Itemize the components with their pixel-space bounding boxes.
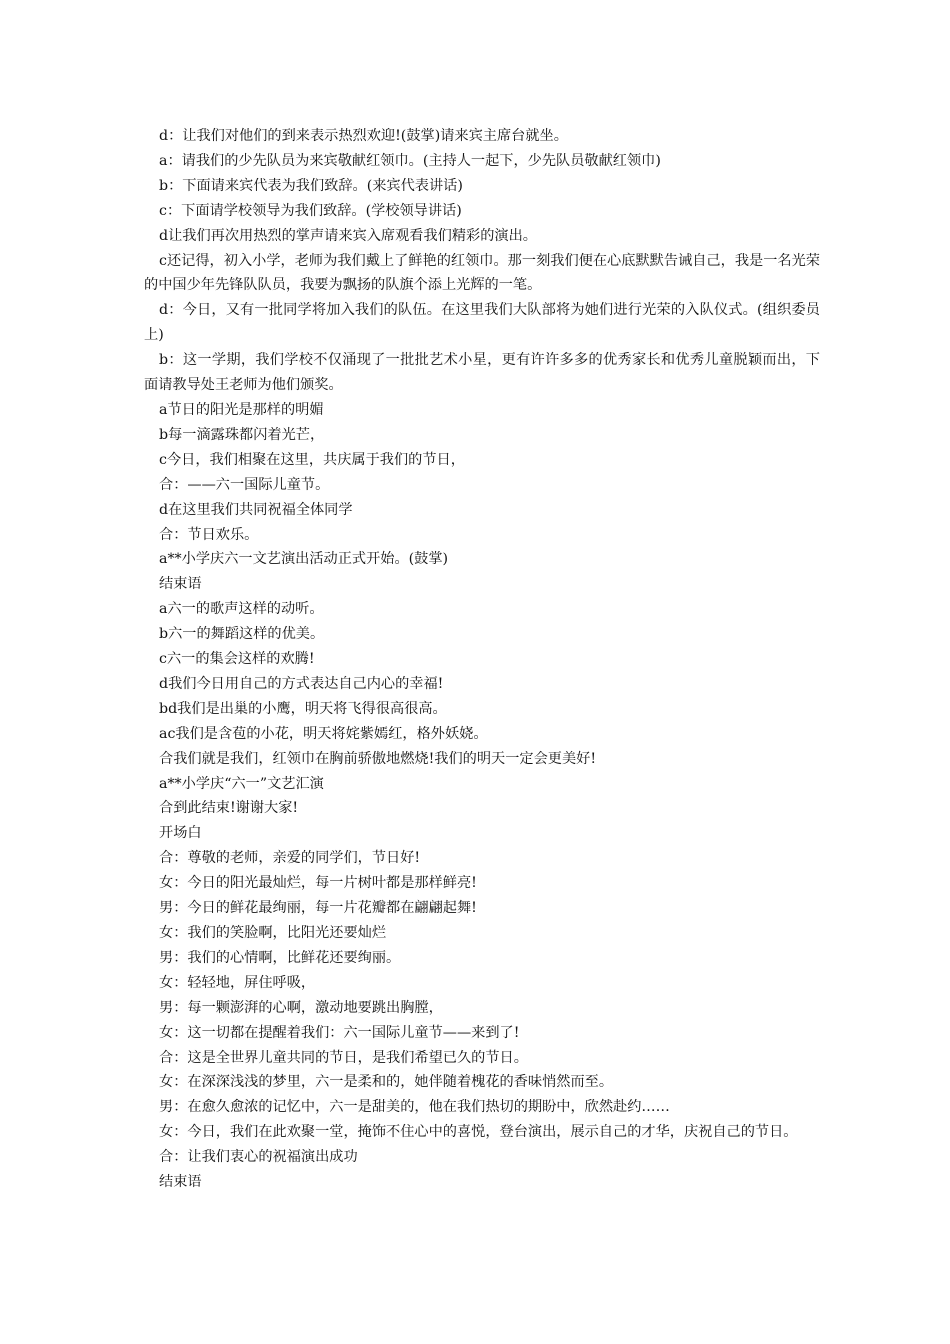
section-heading: 结束语 bbox=[159, 576, 202, 593]
paragraph: 男：每一颗澎湃的心啊，激动地要跳出胸膛， bbox=[159, 999, 443, 1016]
paragraph: 女：轻轻地，屏住呼吸， bbox=[159, 974, 316, 991]
paragraph: c还记得，初入小学，老师为我们戴上了鲜艳的红领巾。那一刻我们便在心底默默告诫自己，我是一名光荣的中国少年先锋队队员，我要为飘扬的队旗个添上光辉的一笔。 bbox=[144, 252, 820, 294]
paragraph: c今日，我们相聚在这里，共庆属于我们的节日， bbox=[159, 451, 465, 468]
paragraph: 合到此结束!谢谢大家! bbox=[159, 800, 299, 817]
paragraph: 女：今日的阳光最灿烂，每一片树叶都是那样鲜亮! bbox=[159, 875, 477, 892]
paragraph: 女：这一切都在提醒着我们：六一国际儿童节——来到了! bbox=[159, 1024, 520, 1041]
paragraph: a**小学庆“六一”文艺汇演 bbox=[159, 775, 324, 792]
paragraph: 女：今日，我们在此欢聚一堂，掩饰不住心中的喜悦，登台演出，展示自己的才华，庆祝自己的节日。 bbox=[159, 1124, 798, 1141]
paragraph: 男：今日的鲜花最绚丽，每一片花瓣都在翩翩起舞! bbox=[159, 900, 477, 917]
paragraph: a**小学庆六一文艺演出活动正式开始。(鼓掌) bbox=[159, 551, 449, 568]
paragraph: d：今日，又有一批同学将加入我们的队伍。在这里我们大队部将为她们进行光荣的入队仪式。(组织委员上) bbox=[144, 302, 820, 344]
paragraph: b六一的舞蹈这样的优美。 bbox=[159, 626, 325, 643]
paragraph: d：让我们对他们的到来表示热烈欢迎!(鼓掌)请来宾主席台就坐。 bbox=[159, 128, 568, 144]
paragraph: 女：在深深浅浅的梦里，六一是柔和的，她伴随着槐花的香味悄然而至。 bbox=[159, 1074, 614, 1091]
paragraph: 男：在愈久愈浓的记忆中，六一是甜美的，他在我们热切的期盼中，欣然赴约…… bbox=[159, 1099, 670, 1116]
paragraph: a：请我们的少先队员为来宾敬献红领巾。(主持人一起下，少先队员敬献红领巾) bbox=[159, 152, 661, 169]
section-heading: 开场白 bbox=[159, 825, 202, 842]
paragraph: 合：尊敬的老师，亲爱的同学们，节日好! bbox=[159, 850, 421, 867]
paragraph: d我们今日用自己的方式表达自己内心的幸福! bbox=[159, 675, 444, 692]
paragraph: d在这里我们共同祝福全体同学 bbox=[159, 501, 353, 518]
paragraph: 合：这是全世界儿童共同的节日，是我们希望已久的节日。 bbox=[159, 1049, 528, 1066]
paragraph: a六一的歌声这样的动听。 bbox=[159, 601, 324, 618]
paragraph: 合：让我们衷心的祝福演出成功 bbox=[159, 1149, 358, 1166]
paragraph: ac我们是含苞的小花，明天将姹紫嫣红，格外妖娆。 bbox=[159, 725, 488, 742]
paragraph: a节日的阳光是那样的明媚 bbox=[159, 401, 324, 418]
paragraph: 合：节日欢乐。 bbox=[159, 526, 259, 543]
paragraph: c：下面请学校领导为我们致辞。(学校领导讲话) bbox=[159, 202, 462, 219]
paragraph: c六一的集会这样的欢腾! bbox=[159, 651, 315, 668]
paragraph: 女：我们的笑脸啊，比阳光还要灿烂 bbox=[159, 925, 387, 941]
paragraph: bd我们是出巢的小鹰，明天将飞得很高很高。 bbox=[159, 700, 447, 717]
paragraph: b每一滴露珠都闪着光芒， bbox=[159, 426, 325, 443]
paragraph: d让我们再次用热烈的掌声请来宾入席观看我们精彩的演出。 bbox=[159, 227, 537, 244]
paragraph: 合：——六一国际儿童节。 bbox=[159, 476, 330, 493]
document-body bbox=[144, 124, 820, 1195]
paragraph: 男：我们的心情啊，比鲜花还要绚丽。 bbox=[159, 949, 401, 966]
paragraph: 合我们就是我们，红领巾在胸前骄傲地燃烧!我们的明天一定会更美好! bbox=[159, 750, 597, 767]
section-heading: 结束语 bbox=[159, 1174, 202, 1191]
paragraph: b：下面请来宾代表为我们致辞。(来宾代表讲话) bbox=[159, 177, 463, 194]
paragraph: b：这一学期，我们学校不仅涌现了一批批艺术小星，更有许许多多的优秀家长和优秀儿童脱颖而出，下面请教导处王老师为他们颁奖。 bbox=[144, 352, 820, 394]
